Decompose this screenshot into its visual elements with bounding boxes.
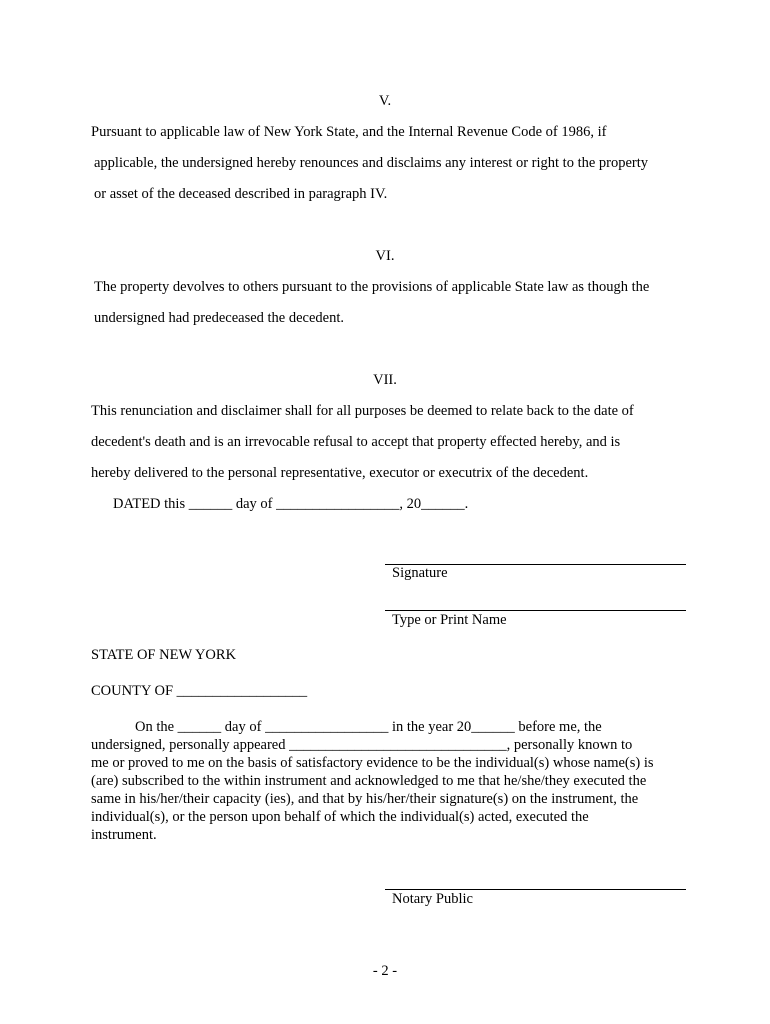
- state-line: STATE OF NEW YORK: [91, 647, 237, 663]
- signature-label: Signature: [392, 565, 448, 581]
- acknowledgment-line-1: On the ______ day of _________________ in the year 20______ before me, the: [135, 719, 602, 735]
- section-v-line-3: or asset of the deceased described in paragraph IV.: [94, 186, 388, 202]
- section-v-line-1: Pursuant to applicable law of New York State, and the Internal Revenue Code of 1986, if: [91, 124, 607, 140]
- acknowledgment-line-5: same in his/her/their capacity (ies), and that by his/her/their signature(s) on the instrument, the: [91, 791, 639, 807]
- section-vii-line-2: decedent's death and is an irrevocable refusal to accept that property effected hereby, and is: [91, 434, 621, 450]
- print-name-line: [385, 610, 686, 611]
- dated-line: DATED this ______ day of _________________, 20______.: [113, 496, 469, 512]
- section-vii-line-1: This renunciation and disclaimer shall for all purposes be deemed to relate back to the date of: [91, 403, 634, 419]
- print-name-label: Type or Print Name: [392, 612, 507, 628]
- section-v-heading: V.: [378, 93, 392, 109]
- notary-signature-line: [385, 889, 686, 890]
- acknowledgment-line-3: me or proved to me on the basis of satisfactory evidence to be the individual(s) whose name(s) is: [91, 755, 654, 771]
- section-vi-line-1: The property devolves to others pursuant to the provisions of applicable State law as though the: [94, 279, 650, 295]
- section-vi-line-2: undersigned had predeceased the decedent.: [94, 310, 345, 326]
- section-vii-heading: VII.: [373, 372, 397, 388]
- acknowledgment-line-2: undersigned, personally appeared ______________________________, personally known to: [91, 737, 633, 753]
- section-vi-heading: VI.: [375, 248, 395, 264]
- acknowledgment-line-6: individual(s), or the person upon behalf of which the individual(s) acted, executed the: [91, 809, 589, 825]
- notary-public-label: Notary Public: [392, 891, 473, 907]
- section-vii-line-3: hereby delivered to the personal representative, executor or executrix of the decedent.: [91, 465, 589, 481]
- section-v-line-2: applicable, the undersigned hereby renounces and disclaims any interest or right to the property: [94, 155, 649, 171]
- page-number: - 2 -: [372, 963, 398, 979]
- acknowledgment-line-4: (are) subscribed to the within instrument and acknowledged to me that he/she/they executed the: [91, 773, 647, 789]
- county-line: COUNTY OF __________________: [91, 683, 308, 699]
- acknowledgment-line-7: instrument.: [91, 827, 157, 843]
